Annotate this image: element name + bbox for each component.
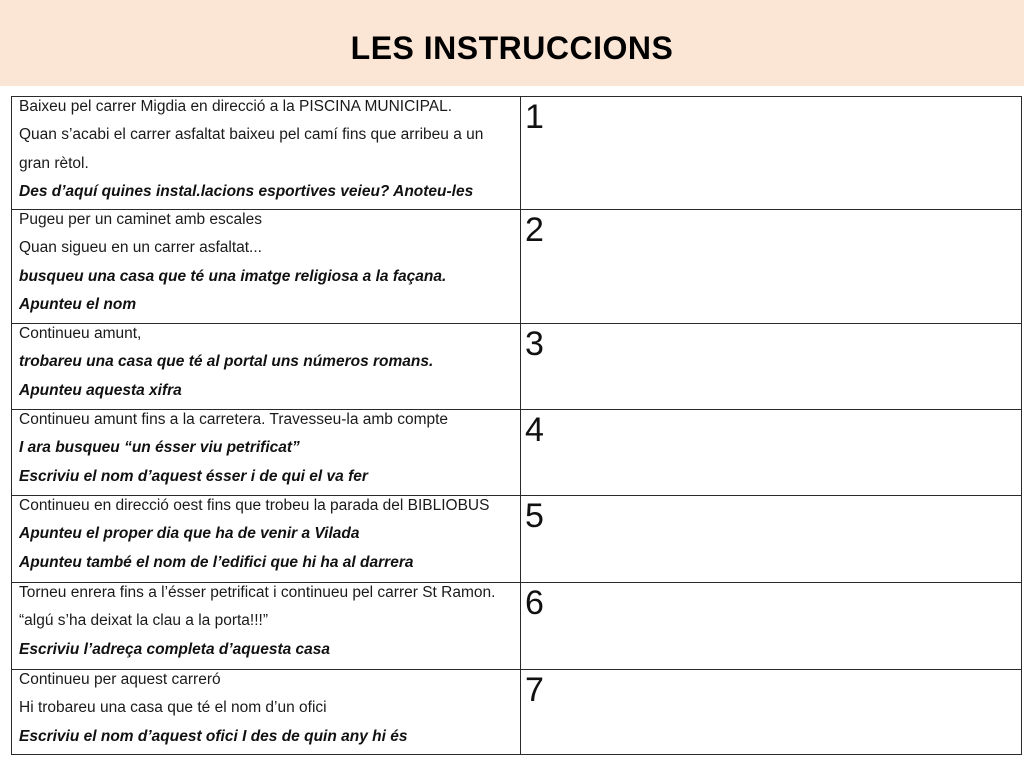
step-1-line-1: Baixeu pel carrer Migdia en direcció a la PISCINA MUNICIPAL. [19,98,453,115]
step-1-answer-box[interactable] [521,97,1022,210]
step-6-number: 6 [525,584,544,622]
step-6-answer-box[interactable] [521,583,1022,670]
step-row-7 [12,670,1022,755]
instructions-sheet [11,94,1014,760]
step-3-instructions [12,324,521,410]
step-6-line-2: “algú s’ha deixat la clau a la porta!!!” [19,612,268,629]
step-3-number: 3 [525,325,544,363]
step-7-line-2: Hi trobareu una casa que té el nom d’un ofici [19,699,327,716]
step-1-instructions [12,97,521,210]
step-6-instructions [12,583,521,670]
step-2-line-2: Quan sigueu en un carrer asfaltat... [19,239,262,256]
step-2-task: busqueu una casa que té una imatge religiosa a la façana. [19,267,447,285]
step-4-answer-box[interactable] [521,410,1022,496]
step-5-instructions [12,496,521,583]
step-5-answer-box[interactable] [521,496,1022,583]
step-row-4 [12,410,1022,496]
step-1-number: 1 [525,98,544,136]
step-5-task: Apunteu el proper dia que ha de venir a Vilada [19,525,360,542]
step-4-instructions [12,410,521,496]
step-4-line-1: Continueu amunt fins a la carretera. Travesseu-la amb compte [19,411,449,428]
step-1-line-2: Quan s’acabi el carrer asfaltat baixeu pel camí fins que arribeu a un [19,126,484,143]
step-2-answer-box[interactable] [521,210,1022,324]
step-3-task: trobareu una casa que té al portal uns números romans. [19,353,434,370]
step-row-1 [12,97,1022,210]
step-row-3 [12,324,1022,410]
step-4-task: I ara busqueu “un ésser viu petrificat” [19,439,300,456]
step-5-line-1: Continueu en direcció oest fins que trobeu la parada del BIBLIOBUS [19,497,490,514]
step-7-instructions [12,670,521,755]
step-3-line-1: Continueu amunt, [19,325,142,342]
step-2-line-1: Pugeu per un caminet amb escales [19,211,262,228]
step-5-question: Apunteu també el nom de l’edifici que hi ha al darrera [19,553,414,571]
step-3-question: Apunteu aquesta xifra [19,381,182,399]
step-row-6 [12,583,1022,670]
step-row-2 [12,210,1022,324]
instructions-table [11,96,1022,755]
step-2-number: 2 [525,211,544,249]
step-4-question: Escriviu el nom d’aquest ésser i de qui el va fer [19,467,368,485]
step-1-question: Des d’aquí quines instal.lacions esportives veieu? Anoteu-les [19,183,474,200]
step-3-answer-box[interactable] [521,324,1022,410]
step-6-question: Escriviu l’adreça completa d’aquesta casa [19,640,331,658]
step-5-number: 5 [525,497,544,535]
step-7-number: 7 [525,671,544,709]
step-4-number: 4 [525,411,544,449]
step-7-line-1: Continueu per aquest carreró [19,671,221,688]
step-7-answer-box[interactable] [521,670,1022,755]
step-1-line-3: gran rètol. [19,154,89,172]
page-title: LES INSTRUCCIONS [350,30,674,66]
step-7-question: Escriviu el nom d’aquest ofici I des de quin any hi és [19,727,408,745]
step-2-question: Apunteu el nom [19,296,137,313]
step-2-instructions [12,210,521,324]
step-6-line-1: Torneu enrera fins a l’ésser petrificat i continueu pel carrer St Ramon. [19,584,496,601]
step-row-5 [12,496,1022,583]
